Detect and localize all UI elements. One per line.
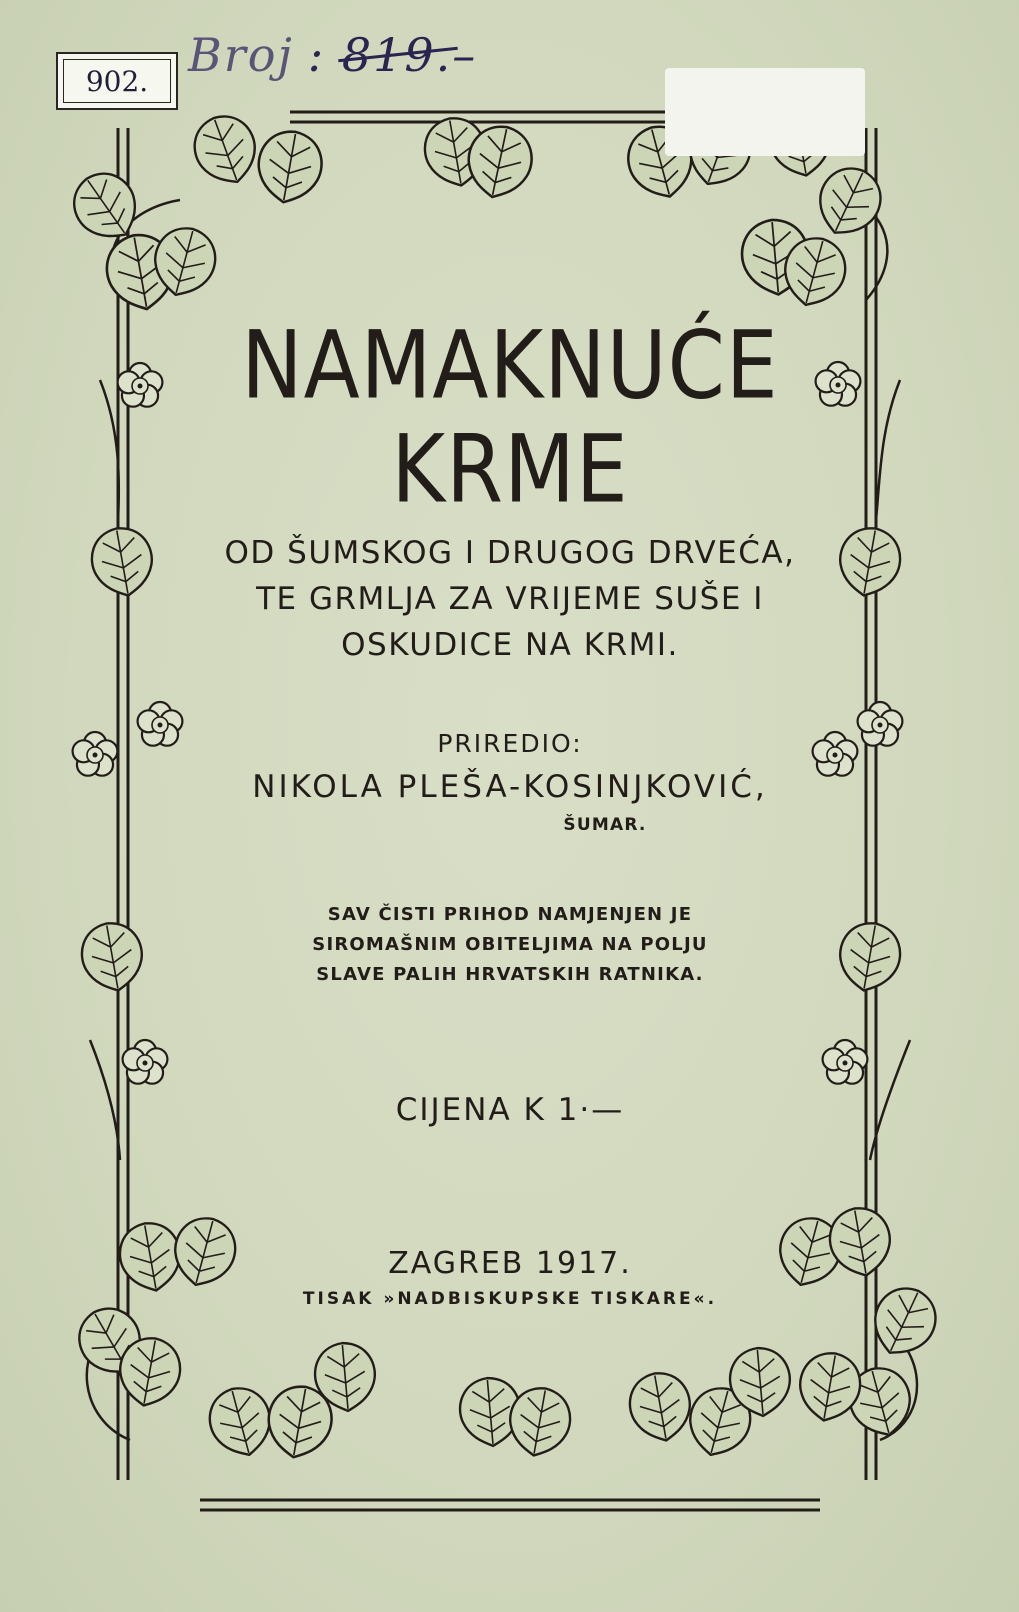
leaf-icon: [253, 126, 327, 207]
printer-text: TISAK »NADBISKUPSKE TISKARE«.: [302, 1289, 718, 1309]
note-line-1: SAV ČISTI PRIHOD NAMJENJEN JE: [327, 904, 693, 925]
library-label-number: 902.: [63, 59, 171, 103]
subtitle-line-1: OD ŠUMSKOG I DRUGOG DRVEĆA,: [224, 535, 796, 571]
credit-block: [120, 728, 900, 840]
note-line-2: SIROMAŠNIM OBITELJIMA NA POLJU: [312, 934, 708, 955]
note-line-3: SLAVE PALIH HRVATSKIH RATNIKA.: [316, 964, 704, 985]
credit-label: PRIREDIO:: [437, 729, 583, 758]
library-label: [56, 52, 178, 110]
leaf-icon: [808, 158, 891, 245]
vine-stem: [90, 1040, 120, 1160]
subtitle-line-3: OSKUDICE NA KRMI.: [341, 627, 679, 663]
title-block: [120, 312, 900, 525]
leaf-icon: [625, 1368, 696, 1445]
subtitle-block: [120, 530, 900, 668]
imprint-block: [120, 1246, 900, 1309]
title-line-1: NAMAKNUĆE: [241, 312, 779, 421]
place-year: ZAGREB 1917.: [388, 1246, 632, 1281]
paper-tape-patch: [665, 68, 865, 156]
handwritten-suffix: –: [452, 28, 478, 82]
handwritten-struck-number: 819.: [341, 28, 453, 82]
handwritten-inventory-note: [188, 28, 588, 88]
credit-author: NIKOLA PLEŠA-KOSINJKOVIĆ,: [252, 769, 768, 805]
subtitle-line-2: TE GRMLJA ZA VRIJEME SUŠE I: [256, 581, 764, 617]
vine-stem: [100, 380, 119, 520]
dedication-note: [120, 900, 900, 990]
flower-icon: [823, 1040, 868, 1084]
price-block: [120, 1092, 900, 1128]
price-text: CIJENA K 1·—: [395, 1092, 625, 1128]
handwritten-separator: :: [307, 28, 326, 82]
credit-role: ŠUMAR.: [563, 815, 647, 835]
handwritten-prefix: Broj: [188, 28, 294, 82]
title-line-2: KRME: [391, 416, 629, 525]
leaf-icon: [186, 108, 265, 192]
flower-icon: [73, 732, 118, 776]
leaf-icon: [203, 1381, 278, 1462]
